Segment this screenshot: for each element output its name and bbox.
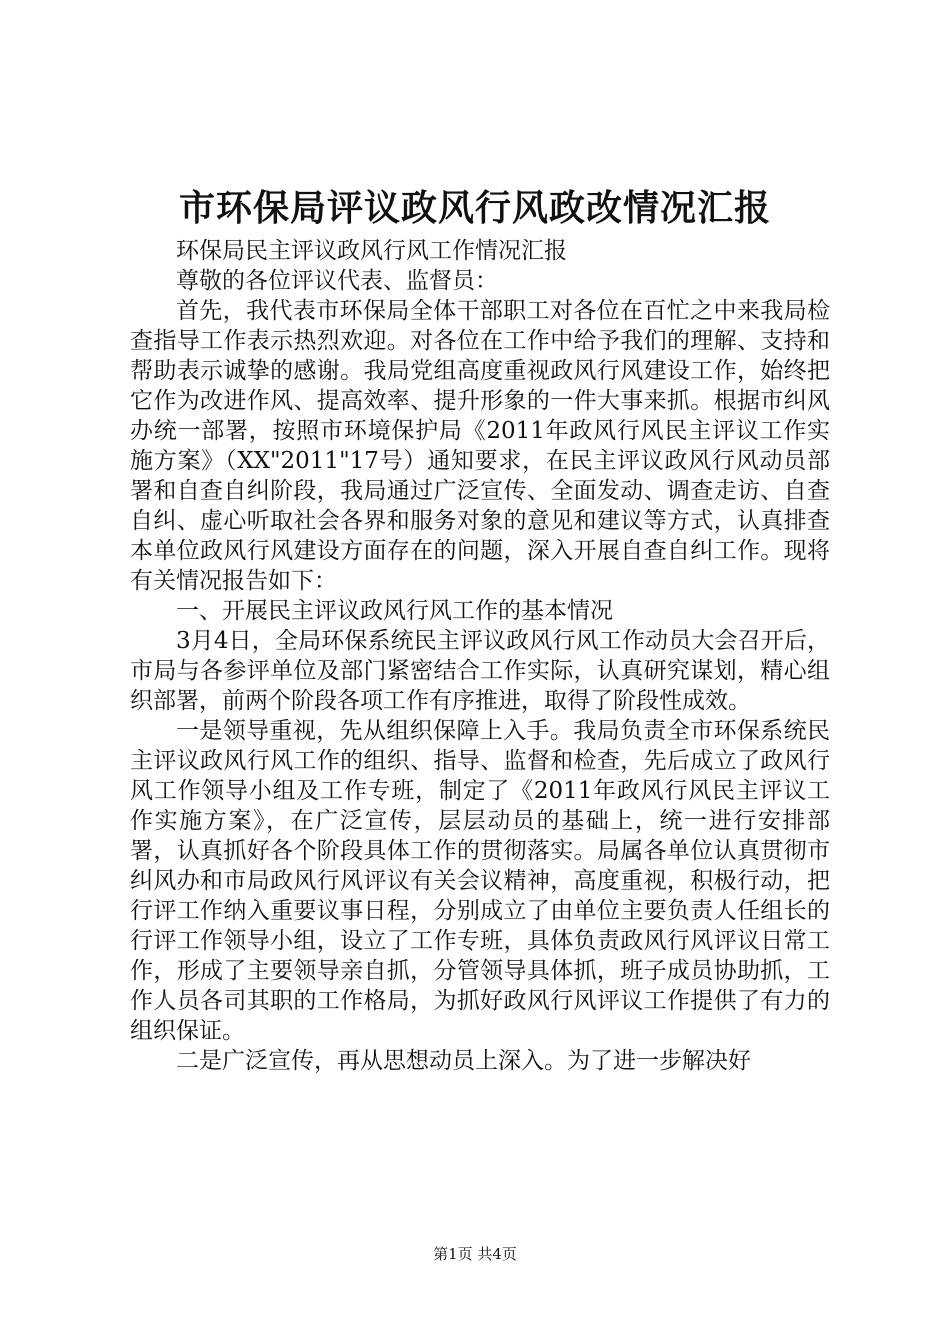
body-paragraph: 二是广泛宣传，再从思想动员上深入。为了进一步解决好 — [176, 1048, 751, 1074]
intro-paragraph: 首先，我代表市环保局全体干部职工对各位在百忙之中来我局检查指导工作表示热烈欢迎。对各位在工作中给予我们的理解、支持和帮助表示诚挚的感谢。我局党组高度重视政风行风建设工作，始终把它作为改进作风、提高效率、提升形象的一件大事来抓。根据市纠风办统一部署，按照市环境保护局《2011年政风行风民主评议工作实施方案》（XX"2011"17号）通知要求，在民主评议政风行风动员部署和自查自纠阶段，我局通过广泛宣传、全面发动、调查走访、自查自纠、虚心听取社会各界和服务对象的意见和建议等方式，认真排查本单位政风行风建设方面存在的问题，深入开展自查自纠工作。现将有关情况报告如下： — [130, 298, 830, 594]
section-heading: 一、开展民主评议政风行风工作的基本情况 — [176, 598, 613, 624]
salutation-paragraph: 尊敬的各位评议代表、监督员： — [176, 268, 498, 294]
document-title: 市环保局评议政风行风政改情况汇报 — [178, 187, 771, 229]
page-number: 第1页 共4页 — [433, 1245, 517, 1263]
document-body — [130, 236, 830, 1076]
body-paragraph: 一是领导重视，先从组织保障上入手。我局负责全市环保系统民主评议政风行风工作的组织、指导、监督和检查，先后成立了政风行风工作领导小组及工作专班，制定了《2011年政风行风民主评议工作实施方案》，在广泛宣传，层层动员的基础上，统一进行安排部署，认真抓好各个阶段具体工作的贯彻落实。局属各单位认真贯彻市纠风办和市局政风行风评议有关会议精神，高度重视，积极行动，把行评工作纳入重要议事日程，分别成立了由单位主要负责人任组长的行评工作领导小组，设立了工作专班，具体负责政风行风评议日常工作，形成了主要领导亲自抓，分管领导具体抓，班子成员协助抓，工作人员各司其职的工作格局，为抓好政风行风评议工作提供了有力的组织保证。 — [130, 718, 830, 1044]
subtitle-paragraph: 环保局民主评议政风行风工作情况汇报 — [176, 238, 567, 264]
body-paragraph: 3月4日，全局环保系统民主评议政风行风工作动员大会召开后，市局与各参评单位及部门紧密结合工作实际，认真研究谋划，精心组织部署，前两个阶段各项工作有序推进，取得了阶段性成效。 — [130, 628, 830, 714]
